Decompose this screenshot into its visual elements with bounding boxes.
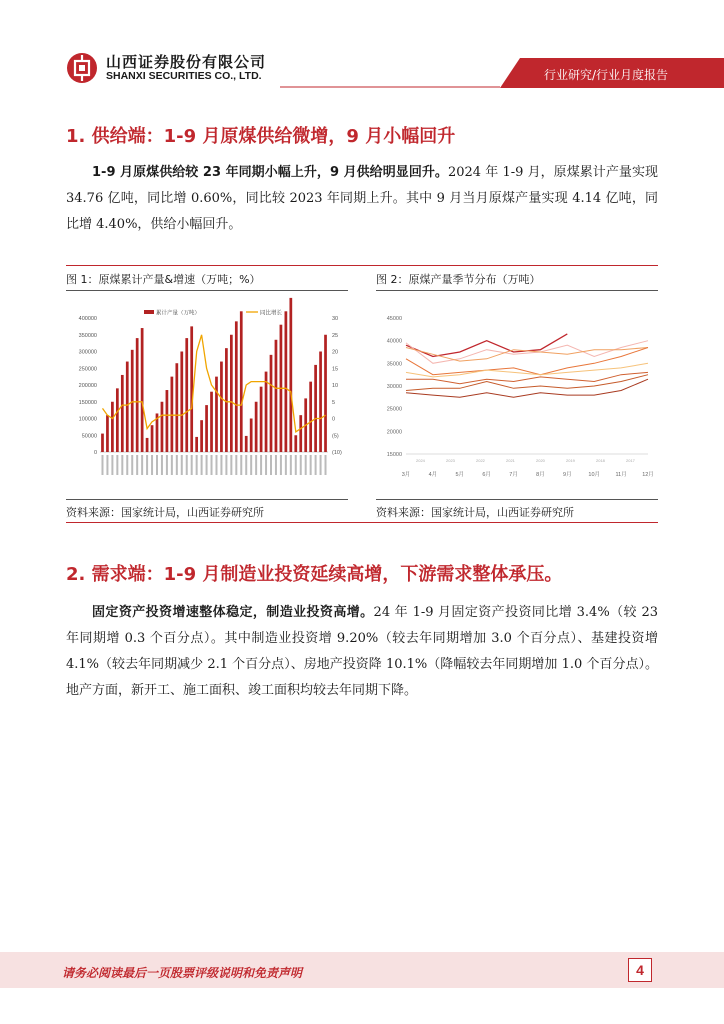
x-tick-label: 5月 [455,472,465,478]
chart-1-bar [220,362,223,452]
y-left-tick-label: 100000 [78,416,97,423]
chart-2-legend-2023: 2023 [446,458,455,463]
x-tick-label-placeholder [225,455,227,475]
x-tick-label: 10月 [588,472,601,478]
legend-bar-swatch [144,310,154,314]
chart-1-bar [235,321,238,452]
x-tick-label-placeholder [230,455,232,475]
x-tick-label-placeholder [255,455,257,475]
figure-2-title: 图 2：原煤产量季节分布（万吨） [376,273,541,286]
chart-2-lines [406,334,648,397]
figure-1-title-rule [66,290,348,291]
figure-top-rule [66,265,658,266]
x-tick-label-placeholder [315,455,317,475]
x-tick-label-placeholder [146,455,148,475]
y-tick-label: 15000 [386,452,402,458]
x-tick-label-placeholder [141,455,143,475]
chart-1-bar [195,437,198,452]
y-right-tick-label: 25 [332,332,339,339]
x-tick-label-placeholder [196,455,198,475]
section-1-body: 2024 年 1-9 月，原煤累计产量实现 34.76 亿吨，同比增 0.60%，同比较 2023 年同期上升。其中 9 月当月原煤产量实现 4.14 亿吨，同比增 4.40%，供给小幅回升。 [66,165,658,232]
x-tick-label: 8月 [536,472,545,478]
chart-1-bar [106,415,109,452]
section-2-body: 24 年 1-9 月固定资产投资同比增 3.4%（较 23 年同期增 0.3 个百分点）。其中制造业投资增 9.20%（较去年同期增加 3.0 个百分点）、基建投资增 4.1%（较去年同期减少 2.1 个百分点）、房地产投资降 10.1%（降幅较去年同期增加 1.0 个百分点）。地产方面，新开工、施工面积、竣工面积均较去年同期下降。 [66,605,658,698]
y-left-tick-label: 150000 [78,399,97,406]
x-tick-label-placeholder [186,455,188,475]
figure-2-title-rule [376,290,658,291]
chart-1-bar [101,434,104,452]
x-tick-label-placeholder [206,455,208,475]
x-tick-label-placeholder [325,455,327,475]
x-tick-label: 6月 [482,472,491,478]
chart-2-series-2020 [406,363,648,377]
chart-1-bar [210,392,213,452]
y-right-tick-label: 20 [332,349,339,356]
company-name-cn: 山西证券股份有限公司 [106,53,267,71]
x-tick-label-placeholder [305,455,307,475]
x-tick-label-placeholder [290,455,292,475]
x-tick-label-placeholder [191,455,193,475]
chart-1-bar [285,311,288,452]
y-left-tick-label: 200000 [78,383,97,389]
chart-1-bar [289,298,292,452]
y-left-tick-label: 300000 [78,349,97,356]
chart-1-bar [265,372,268,452]
chart-2-legend-2024: 2024 [416,458,425,463]
x-tick-label-placeholder [171,455,173,475]
x-tick-label: 12月 [642,472,654,478]
x-tick-label-placeholder [300,455,302,475]
company-name-en: SHANXI SECURITIES CO., LTD. [106,70,262,82]
chart-1-bar [324,335,327,452]
y-tick-label: 25000 [386,406,402,413]
y-right-tick-label: 5 [332,399,336,406]
x-tick-label-placeholder [215,455,217,475]
x-tick-label-placeholder [295,455,297,475]
section-2-paragraph [66,600,658,704]
y-tick-label: 20000 [386,429,402,436]
x-tick-label-placeholder [240,455,242,475]
chart-1-bar [166,390,169,452]
x-tick-label-placeholder [280,455,282,475]
x-tick-label-placeholder [310,455,312,475]
x-tick-label: 7月 [509,472,518,478]
y-left-tick-label: 400000 [78,316,97,322]
chart-1-bar [161,402,164,452]
chart-1-bar [131,350,134,452]
x-tick-label-placeholder [270,455,272,475]
figure-1-source: 资料来源：国家统计局，山西证券研究所 [66,506,264,519]
chart-1-bar [230,335,233,452]
chart-2-series-2021 [406,348,648,375]
x-tick-label-placeholder [260,455,262,475]
page-number: 4 [628,958,652,982]
y-tick-label: 35000 [386,361,402,368]
chart-1-bar [275,340,278,452]
chart-1-bar [190,326,193,452]
x-tick-label-placeholder [106,455,108,475]
chart-2-legend-2021: 2021 [506,458,515,463]
chart-2-axes [387,316,654,478]
x-tick-label-placeholder [211,455,213,475]
chart-1-bar [255,402,258,452]
chart-1-bar [180,352,183,453]
chart-1-bar [200,420,203,452]
x-tick-label-placeholder [121,455,123,475]
chart-1-bars [101,298,327,452]
chart-1-bar [175,363,178,452]
x-tick-label-placeholder [156,455,158,475]
chart-1-bar [205,405,208,452]
y-tick-label: 45000 [386,316,402,322]
figure-1-title: 图 1：原煤累计产量&增速（万吨；%） [66,273,261,286]
chart-1-bar [146,438,149,452]
x-tick-label-placeholder [176,455,178,475]
chart-2-legend-2022: 2022 [476,458,485,463]
y-right-tick-label: 0 [332,416,336,423]
section-1-paragraph [66,160,658,238]
chart-1-bar [245,436,248,452]
figure-bottom-rule [66,522,658,523]
chart-1-bar [116,388,119,452]
legend-line-label: 同比增长 [260,310,283,317]
x-tick-label-placeholder [151,455,153,475]
x-tick-label-placeholder [116,455,118,475]
x-tick-label-placeholder [111,455,113,475]
chart-1-bar [126,362,129,452]
y-right-tick-label: (10) [332,450,342,456]
y-tick-label: 40000 [386,338,402,345]
chart-2-legend-2019: 2019 [566,458,575,463]
y-tick-label: 30000 [386,384,402,390]
x-tick-label-placeholder [131,455,133,475]
figure-1-bottom-rule [66,499,348,500]
figure-2-bottom-rule [376,499,658,500]
x-tick-label-placeholder [136,455,138,475]
x-tick-label-placeholder [101,455,103,475]
x-tick-label-placeholder [201,455,203,475]
x-tick-label-placeholder [265,455,267,475]
chart-2-series-2023 [406,341,648,364]
chart-1-bar [260,387,263,452]
chart-1-legend [144,309,283,317]
x-tick-label: 11月 [615,472,627,478]
chart-1-bar [171,377,174,452]
chart-1-bar [309,382,312,452]
y-left-tick-label: 250000 [78,366,97,373]
chart-1-bar [250,419,253,453]
chart-1-bar [121,375,124,452]
section-1-title: 1. 供给端：1-9 月原煤供给微增，9 月小幅回升 [66,126,456,147]
section-1-lead: 1-9 月原煤供给较 23 年同期小幅上升，9 月供给明显回升。 [92,165,448,180]
y-right-tick-label: 15 [332,366,339,373]
chart-1-bar [225,348,228,452]
x-tick-label: 4月 [428,472,438,478]
legend-bar-label: 累计产量（万吨） [156,310,201,317]
chart-1 [66,296,348,496]
x-tick-label: 9月 [563,472,572,478]
x-tick-label-placeholder [250,455,252,475]
x-tick-label-placeholder [161,455,163,475]
x-tick-label-placeholder [181,455,183,475]
chart-1-bar [319,352,322,453]
chart-1-bar [294,435,297,452]
chart-1-bar [141,328,144,452]
figure-2-source: 资料来源：国家统计局，山西证券研究所 [376,506,574,519]
x-tick-label-placeholder [126,455,128,475]
chart-2 [376,296,658,496]
chart-1-bar [215,377,218,452]
chart-1-bar [185,338,188,452]
x-tick-label-placeholder [285,455,287,475]
section-2-lead: 固定资产投资增速整体稳定，制造业投资高增。 [92,605,374,620]
chart-1-bar [151,425,154,452]
y-left-tick-label: 350000 [78,332,97,339]
chart-1-bar [240,311,243,452]
report-type: 行业研究/行业月度报告 [543,68,668,82]
chart-2-legend-2018: 2018 [596,458,605,463]
footer-disclaimer[interactable]: 请务必阅读最后一页股票评级说明和免责声明 [62,966,303,980]
x-tick-label-placeholder [235,455,237,475]
chart-1-bar [111,402,114,452]
x-tick-label-placeholder [166,455,168,475]
x-tick-label-placeholder [245,455,247,475]
x-tick-label-placeholder [320,455,322,475]
x-tick-label-placeholder [275,455,277,475]
y-left-tick-label: 50000 [81,433,97,440]
y-left-tick-label: 0 [93,450,97,456]
chart-1-bar [314,365,317,452]
x-tick-label: 3月 [401,472,411,478]
chart-2-legend-2017: 2017 [626,458,635,463]
y-right-tick-label: 30 [332,316,339,322]
section-2-title: 2. 需求端：1-9 月制造业投资延续高增，下游需求整体承压。 [66,564,563,585]
chart-1-bar [136,338,139,452]
chart-1-bar [270,355,273,452]
chart-2-legend-2020: 2020 [536,458,545,463]
y-right-tick-label: 10 [332,383,339,389]
x-tick-label-placeholder [220,455,222,475]
y-right-tick-label: (5) [332,433,339,440]
chart-1-bar [299,415,302,452]
